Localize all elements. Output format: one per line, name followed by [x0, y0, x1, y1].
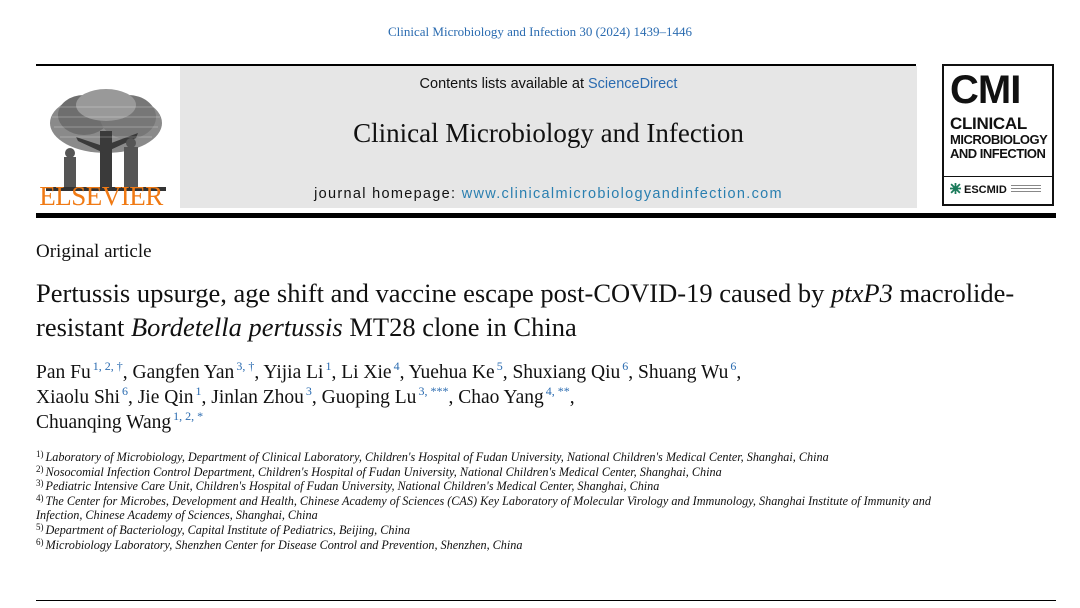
author-affiliation-marker[interactable]: 6: [730, 359, 737, 373]
author-affiliation-marker[interactable]: 3: [305, 384, 312, 398]
sciencedirect-link[interactable]: ScienceDirect: [588, 76, 678, 92]
journal-masthead: [180, 66, 917, 208]
author-name[interactable]: Jinlan Zhou: [211, 387, 304, 408]
affiliation-number: 3): [36, 478, 44, 489]
journal-title: Clinical Microbiology and Infection: [353, 118, 744, 148]
affiliation-number: 6): [36, 536, 44, 547]
author-name[interactable]: Shuxiang Qiu: [512, 362, 621, 383]
author-affiliation-marker[interactable]: 1, 2, *: [173, 409, 204, 423]
cover-line-3: AND INFECTION: [950, 146, 1046, 161]
affiliation-item: [36, 494, 936, 523]
journal-cover-logo: [942, 64, 1054, 206]
article-type: Original article: [36, 241, 152, 262]
affiliation-number: 5): [36, 521, 44, 532]
author-name[interactable]: Jie Qin: [137, 387, 194, 408]
affiliation-number: 1): [36, 449, 44, 459]
author-name[interactable]: Xiaolu Shi: [36, 387, 120, 408]
author-name[interactable]: Yuehua Ke: [408, 362, 495, 383]
cover-divider: [944, 176, 1052, 177]
cover-subtitle: [950, 114, 1050, 161]
affiliation-item: [36, 523, 936, 538]
title-part-3: MT28 clone in China: [342, 312, 577, 342]
author-separator: ,: [448, 387, 459, 408]
section-rule: [36, 600, 1056, 601]
title-italic-1: ptxP3: [831, 278, 893, 308]
cover-line-2: MICROBIOLOGY: [950, 132, 1048, 147]
affiliation-number: 4): [36, 492, 44, 503]
title-part-1: Pertussis upsurge, age shift and vaccine escape post-COVID-19 caused by: [36, 278, 832, 308]
affiliation-text: The Center for Microbes, Development and Health, Chinese Academy of Sciences (CAS) Key Laboratory of Molecular Virology and Immunology, Shanghai Institute of Immunity and Infection, Chinese Academy of Sciences, Shanghai, China: [36, 493, 931, 523]
author-separator: ,: [736, 362, 742, 383]
author-separator: ,: [201, 387, 212, 408]
author-name[interactable]: Yijia Li: [263, 362, 324, 383]
affiliation-number: 2): [36, 463, 44, 474]
author-name[interactable]: Chuanqing Wang: [36, 412, 172, 433]
author-separator: ,: [502, 362, 513, 383]
author-name[interactable]: Guoping Lu: [321, 387, 417, 408]
author-separator: ,: [569, 387, 575, 408]
affiliation-text: Nosocomial Infection Control Department, Children's Hospital of Fudan University, National Children's Medical Center, Shanghai, China: [45, 464, 722, 479]
author-separator: ,: [331, 362, 342, 383]
author-affiliation-marker[interactable]: 5: [496, 359, 503, 373]
author-affiliation-marker[interactable]: 6: [121, 384, 128, 398]
cover-line-1: CLINICAL: [950, 114, 1027, 133]
article-title: [36, 276, 1036, 344]
author-separator: ,: [628, 362, 638, 383]
title-part-2: macrolide-resistant: [36, 278, 1015, 342]
journal-citation[interactable]: [0, 24, 1080, 40]
masthead-rule: [36, 213, 1056, 218]
author-name[interactable]: Chao Yang: [458, 387, 544, 408]
cover-abbrev: CMI: [950, 68, 1021, 112]
escmid-fineprint: [1011, 185, 1041, 193]
escmid-label: ESCMID: [964, 184, 1007, 196]
homepage-link[interactable]: www.clinicalmicrobiologyandinfection.com: [461, 186, 783, 202]
affiliation-item: [36, 538, 936, 553]
author-affiliation-marker[interactable]: 1, 2, †: [92, 359, 123, 373]
affiliation-text: Pediatric Intensive Care Unit, Children's Hospital of Fudan University, National Children's Medical Center, Shanghai, China: [45, 479, 660, 494]
escmid-icon: [950, 183, 961, 194]
author-name[interactable]: Shuang Wu: [638, 362, 729, 383]
homepage-line: [180, 186, 917, 202]
author-affiliation-marker[interactable]: 6: [622, 359, 629, 373]
contents-prefix: Contents lists available at: [419, 76, 588, 92]
author-name[interactable]: Gangfen Yan: [132, 362, 235, 383]
author-affiliation-marker[interactable]: 4, **: [545, 384, 570, 398]
author-affiliation-marker[interactable]: 1: [325, 359, 332, 373]
author-separator: ,: [127, 387, 138, 408]
citation-link[interactable]: Clinical Microbiology and Infection 30 (2024) 1439–1446: [387, 24, 692, 39]
homepage-prefix: journal homepage:: [314, 186, 462, 202]
author-affiliation-marker[interactable]: 3, †: [236, 359, 255, 373]
author-separator: ,: [254, 362, 264, 383]
author-name[interactable]: Pan Fu: [36, 362, 91, 383]
publisher-wordmark: ELSEVIER: [39, 181, 163, 211]
author-separator: ,: [311, 387, 322, 408]
author-separator: ,: [122, 362, 133, 383]
affiliation-text: Microbiology Laboratory, Shenzhen Center for Disease Control and Prevention, Shenzhen, China: [45, 537, 523, 552]
affiliation-item: [36, 465, 936, 480]
escmid-badge: [950, 183, 1041, 196]
title-italic-2: Bordetella pertussis: [130, 312, 343, 342]
author-affiliation-marker[interactable]: 4: [393, 359, 400, 373]
affiliation-item: [36, 450, 936, 465]
contents-line: [180, 76, 917, 92]
author-affiliation-marker[interactable]: 3, ***: [418, 384, 449, 398]
affiliation-list: [36, 450, 936, 552]
affiliation-text: Department of Bacteriology, Capital Institute of Pediatrics, Beijing, China: [45, 522, 411, 537]
affiliation-text: Laboratory of Microbiology, Department of Clinical Laboratory, Children's Hospital of Fudan University, National Children's Medical Center, Shanghai, China: [45, 450, 829, 464]
affiliation-item: [36, 479, 936, 494]
author-name[interactable]: Li Xie: [341, 362, 392, 383]
author-separator: ,: [399, 362, 409, 383]
author-list: [36, 360, 1046, 435]
author-affiliation-marker[interactable]: 1: [195, 384, 202, 398]
